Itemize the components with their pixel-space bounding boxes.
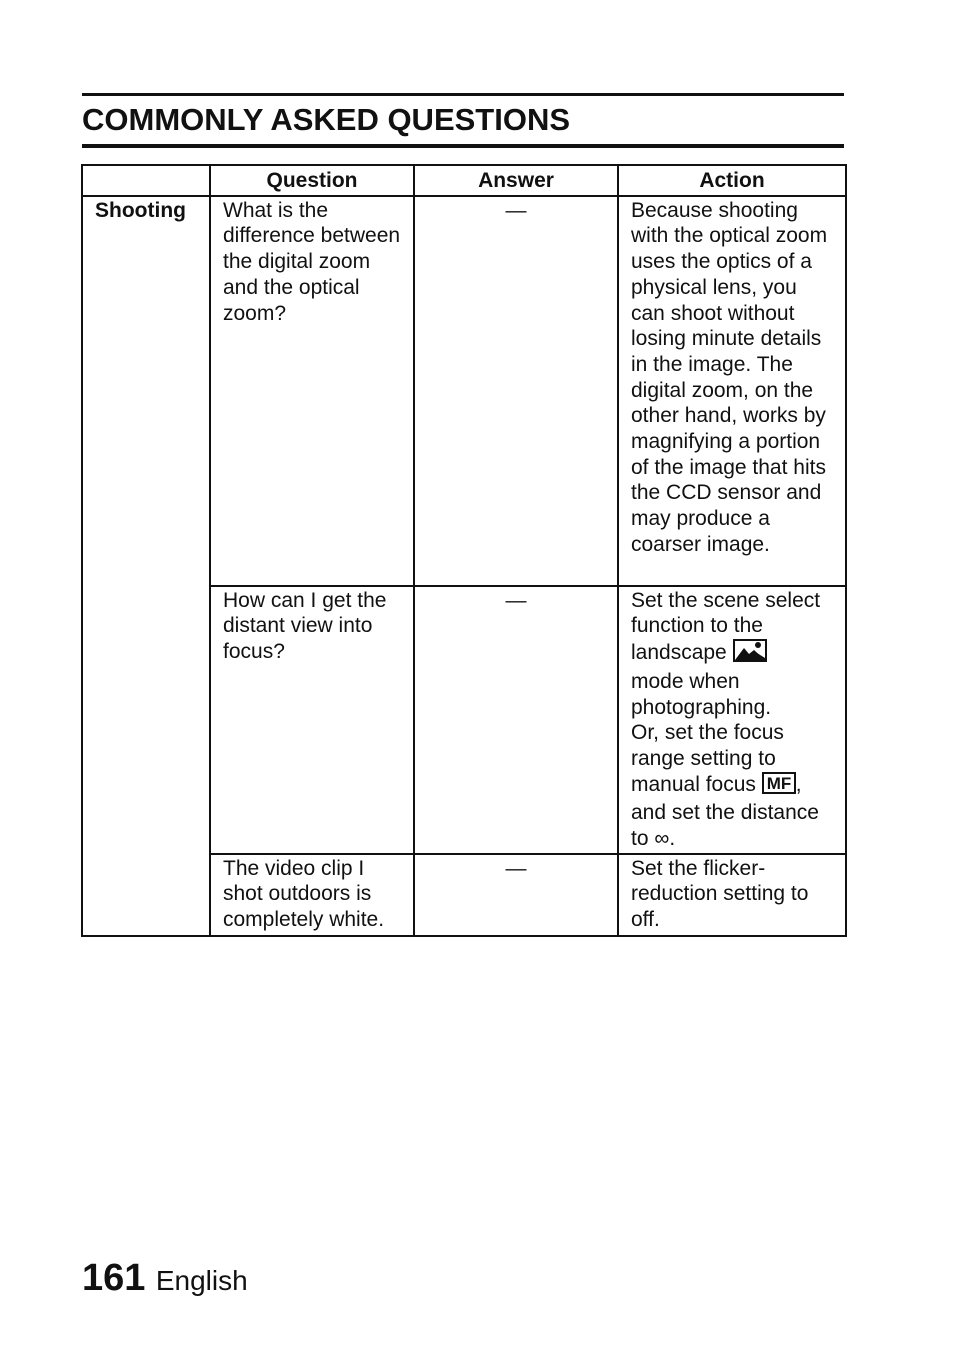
faq-table (81, 164, 847, 937)
header-action: Action (618, 165, 846, 196)
page-footer (82, 1257, 248, 1300)
header-category (82, 165, 210, 196)
answer-cell: — (414, 854, 618, 936)
svg-text:MF: MF (766, 773, 792, 793)
page-number: 161 (82, 1257, 146, 1299)
action-text-part: mode when photographing. (631, 669, 772, 719)
header-answer: Answer (414, 165, 618, 196)
language-label: English (155, 1265, 248, 1296)
action-cell (618, 586, 846, 854)
manual-focus-icon (762, 772, 796, 801)
action-text-part: Set the scene select function to the landscape (631, 588, 821, 665)
answer-cell: — (414, 196, 618, 586)
page-title: COMMONLY ASKED QUESTIONS (82, 102, 571, 137)
table-row (82, 196, 846, 586)
table-header-row (82, 165, 846, 196)
action-text-part: Or, set the focus range setting to manual focus (631, 721, 784, 796)
category-cell-shooting: Shooting (82, 196, 210, 936)
title-rule-top (82, 93, 844, 96)
action-cell: Set the flicker-reduction setting to off. (618, 854, 846, 936)
header-question: Question (210, 165, 414, 196)
question-cell: What is the difference between the digital zoom and the optical zoom? (210, 196, 414, 586)
title-rule-bottom (82, 144, 844, 148)
question-cell: How can I get the distant view into focus? (210, 586, 414, 854)
answer-cell: — (414, 586, 618, 854)
question-cell: The video clip I shot outdoors is completely white. (210, 854, 414, 936)
action-text-part: , and set the distance to ∞. (631, 772, 819, 851)
action-cell: Because shooting with the optical zoom uses the optics of a physical lens, you can shoot without losing minute details in the image. The digital zoom, on the other hand, works by magnifying a portion of the image that hits the CCD sensor and may produce a coarser image. (618, 196, 846, 586)
landscape-mode-icon (733, 639, 767, 669)
